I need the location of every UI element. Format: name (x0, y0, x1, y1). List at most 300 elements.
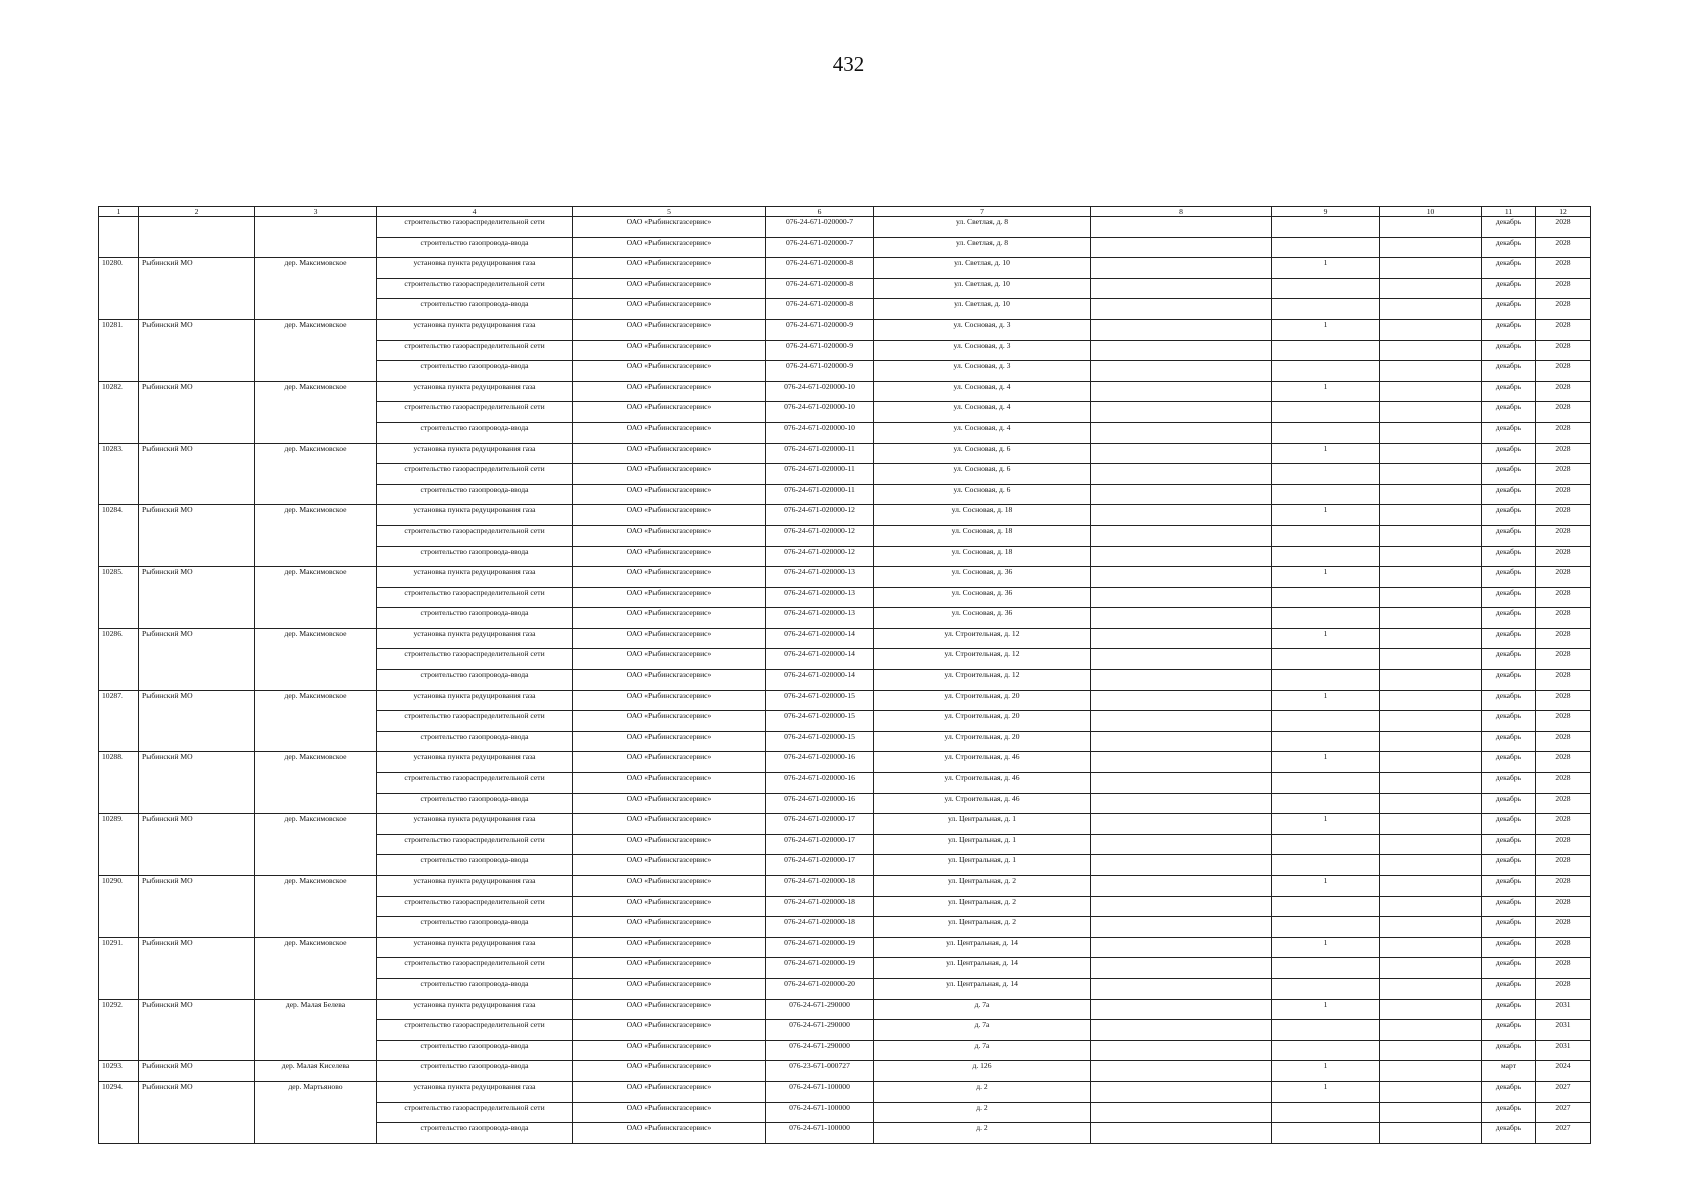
work-type-cell: строительство газораспределительной сети (377, 1020, 573, 1041)
column-10-cell (1380, 505, 1482, 526)
district-cell: Рыбинский МО (139, 876, 255, 938)
object-code-cell: 076-24-671-020000-7 (766, 237, 874, 258)
locality-cell: дер. Максимовское (255, 505, 377, 567)
quantity-cell (1272, 464, 1380, 485)
quantity-cell: 1 (1272, 381, 1380, 402)
object-code-cell: 076-24-671-020000-19 (766, 937, 874, 958)
address-cell: ул. Сосновая, д. 3 (874, 340, 1091, 361)
quantity-cell: 1 (1272, 443, 1380, 464)
record-number-cell: 10285. (99, 567, 139, 629)
organization-cell: ОАО «Рыбинскгазсервис» (573, 525, 766, 546)
column-8-cell (1091, 299, 1272, 320)
work-type-cell: строительство газораспределительной сети (377, 402, 573, 423)
address-cell: ул. Центральная, д. 14 (874, 937, 1091, 958)
table-row (99, 258, 1591, 279)
column-10-cell (1380, 752, 1482, 773)
address-cell: ул. Строительная, д. 20 (874, 731, 1091, 752)
month-cell: декабрь (1482, 217, 1536, 238)
district-cell: Рыбинский МО (139, 567, 255, 629)
organization-cell: ОАО «Рыбинскгазсервис» (573, 299, 766, 320)
column-8-cell (1091, 587, 1272, 608)
year-cell: 2028 (1536, 628, 1591, 649)
address-cell: д. 2 (874, 1102, 1091, 1123)
address-cell: ул. Строительная, д. 12 (874, 649, 1091, 670)
object-code-cell: 076-24-671-020000-20 (766, 978, 874, 999)
work-type-cell: строительство газораспределительной сети (377, 896, 573, 917)
quantity-cell: 1 (1272, 1061, 1380, 1082)
column-8-cell (1091, 793, 1272, 814)
year-cell: 2024 (1536, 1061, 1591, 1082)
quantity-cell: 1 (1272, 628, 1380, 649)
column-10-cell (1380, 896, 1482, 917)
organization-cell: ОАО «Рыбинскгазсервис» (573, 361, 766, 382)
address-cell: ул. Сосновая, д. 6 (874, 464, 1091, 485)
month-cell: декабрь (1482, 917, 1536, 938)
work-type-cell: установка пункта редуцирования газа (377, 319, 573, 340)
work-type-cell: строительство газораспределительной сети (377, 711, 573, 732)
year-cell: 2028 (1536, 402, 1591, 423)
object-code-cell: 076-24-671-020000-15 (766, 690, 874, 711)
address-cell: ул. Центральная, д. 2 (874, 917, 1091, 938)
column-8-cell (1091, 731, 1272, 752)
month-cell: декабрь (1482, 546, 1536, 567)
column-10-cell (1380, 608, 1482, 629)
column-8-cell (1091, 443, 1272, 464)
organization-cell: ОАО «Рыбинскгазсервис» (573, 855, 766, 876)
column-10-cell (1380, 278, 1482, 299)
address-cell: ул. Строительная, д. 12 (874, 670, 1091, 691)
quantity-cell (1272, 958, 1380, 979)
quantity-cell (1272, 217, 1380, 238)
year-cell: 2028 (1536, 876, 1591, 897)
quantity-cell (1272, 422, 1380, 443)
column-10-cell (1380, 731, 1482, 752)
record-number-cell: 10286. (99, 628, 139, 690)
object-code-cell: 076-24-671-020000-10 (766, 402, 874, 423)
district-cell: Рыбинский МО (139, 443, 255, 505)
table-row (99, 752, 1591, 773)
locality-cell: дер. Максимовское (255, 814, 377, 876)
organization-cell: ОАО «Рыбинскгазсервис» (573, 608, 766, 629)
year-cell: 2028 (1536, 443, 1591, 464)
year-cell: 2028 (1536, 917, 1591, 938)
year-cell: 2028 (1536, 422, 1591, 443)
quantity-cell (1272, 917, 1380, 938)
month-cell: декабрь (1482, 649, 1536, 670)
work-type-cell: строительство газопровода-ввода (377, 546, 573, 567)
year-cell: 2028 (1536, 937, 1591, 958)
organization-cell: ОАО «Рыбинскгазсервис» (573, 464, 766, 485)
district-cell: Рыбинский МО (139, 1081, 255, 1143)
address-cell: д. 2 (874, 1123, 1091, 1144)
object-code-cell: 076-24-671-020000-17 (766, 855, 874, 876)
object-code-cell: 076-24-671-100000 (766, 1123, 874, 1144)
column-10-cell (1380, 958, 1482, 979)
quantity-cell (1272, 834, 1380, 855)
address-cell: ул. Сосновая, д. 4 (874, 381, 1091, 402)
column-8-cell (1091, 567, 1272, 588)
work-type-cell: строительство газопровода-ввода (377, 608, 573, 629)
object-code-cell: 076-24-671-020000-16 (766, 793, 874, 814)
locality-cell: дер. Максимовское (255, 628, 377, 690)
quantity-cell: 1 (1272, 319, 1380, 340)
column-8-cell (1091, 1123, 1272, 1144)
month-cell: декабрь (1482, 1102, 1536, 1123)
table-row (99, 217, 1591, 238)
month-cell: декабрь (1482, 958, 1536, 979)
column-10-cell (1380, 1061, 1482, 1082)
address-cell: д. 7а (874, 1040, 1091, 1061)
record-number-cell (99, 217, 139, 258)
column-10-cell (1380, 422, 1482, 443)
column-8-cell (1091, 1020, 1272, 1041)
organization-cell: ОАО «Рыбинскгазсервис» (573, 587, 766, 608)
record-number-cell: 10294. (99, 1081, 139, 1143)
month-cell: декабрь (1482, 278, 1536, 299)
quantity-cell (1272, 608, 1380, 629)
column-8-cell (1091, 814, 1272, 835)
object-code-cell: 076-24-671-020000-15 (766, 711, 874, 732)
work-type-cell: строительство газопровода-ввода (377, 917, 573, 938)
address-cell: ул. Светлая, д. 8 (874, 237, 1091, 258)
organization-cell: ОАО «Рыбинскгазсервис» (573, 628, 766, 649)
month-cell: декабрь (1482, 978, 1536, 999)
month-cell: декабрь (1482, 731, 1536, 752)
column-header: 5 (573, 207, 766, 217)
work-type-cell: строительство газопровода-ввода (377, 978, 573, 999)
address-cell: ул. Сосновая, д. 6 (874, 443, 1091, 464)
year-cell: 2028 (1536, 731, 1591, 752)
column-8-cell (1091, 999, 1272, 1020)
table-row (99, 690, 1591, 711)
record-number-cell: 10290. (99, 876, 139, 938)
object-code-cell: 076-24-671-020000-13 (766, 608, 874, 629)
work-type-cell: строительство газопровода-ввода (377, 484, 573, 505)
record-number-cell: 10287. (99, 690, 139, 752)
locality-cell: дер. Малая Киселева (255, 1061, 377, 1082)
record-number-cell: 10289. (99, 814, 139, 876)
quantity-cell: 1 (1272, 876, 1380, 897)
gasification-registry-table (98, 206, 1591, 1144)
year-cell: 2028 (1536, 319, 1591, 340)
organization-cell: ОАО «Рыбинскгазсервис» (573, 958, 766, 979)
locality-cell (255, 217, 377, 258)
address-cell: ул. Центральная, д. 1 (874, 814, 1091, 835)
object-code-cell: 076-24-671-020000-10 (766, 381, 874, 402)
work-type-cell: строительство газораспределительной сети (377, 773, 573, 794)
organization-cell: ОАО «Рыбинскгазсервис» (573, 670, 766, 691)
column-10-cell (1380, 237, 1482, 258)
organization-cell: ОАО «Рыбинскгазсервис» (573, 1040, 766, 1061)
work-type-cell: строительство газораспределительной сети (377, 587, 573, 608)
organization-cell: ОАО «Рыбинскгазсервис» (573, 237, 766, 258)
object-code-cell: 076-24-671-020000-15 (766, 731, 874, 752)
column-10-cell (1380, 1123, 1482, 1144)
column-10-cell (1380, 628, 1482, 649)
column-10-cell (1380, 546, 1482, 567)
month-cell: декабрь (1482, 670, 1536, 691)
work-type-cell: установка пункта редуцирования газа (377, 567, 573, 588)
column-8-cell (1091, 855, 1272, 876)
table-row (99, 381, 1591, 402)
table-body (99, 217, 1591, 1144)
work-type-cell: строительство газопровода-ввода (377, 855, 573, 876)
district-cell: Рыбинский МО (139, 999, 255, 1061)
quantity-cell (1272, 587, 1380, 608)
organization-cell: ОАО «Рыбинскгазсервис» (573, 711, 766, 732)
organization-cell: ОАО «Рыбинскгазсервис» (573, 999, 766, 1020)
address-cell: ул. Светлая, д. 10 (874, 258, 1091, 279)
column-8-cell (1091, 422, 1272, 443)
year-cell: 2028 (1536, 587, 1591, 608)
column-8-cell (1091, 711, 1272, 732)
address-cell: ул. Строительная, д. 20 (874, 711, 1091, 732)
work-type-cell: строительство газопровода-ввода (377, 299, 573, 320)
column-header: 9 (1272, 207, 1380, 217)
column-10-cell (1380, 917, 1482, 938)
organization-cell: ОАО «Рыбинскгазсервис» (573, 834, 766, 855)
address-cell: ул. Центральная, д. 1 (874, 834, 1091, 855)
year-cell: 2031 (1536, 1020, 1591, 1041)
column-10-cell (1380, 361, 1482, 382)
column-10-cell (1380, 690, 1482, 711)
locality-cell: дер. Максимовское (255, 567, 377, 629)
column-8-cell (1091, 484, 1272, 505)
organization-cell: ОАО «Рыбинскгазсервис» (573, 381, 766, 402)
object-code-cell: 076-24-671-020000-11 (766, 484, 874, 505)
quantity-cell (1272, 711, 1380, 732)
year-cell: 2028 (1536, 567, 1591, 588)
address-cell: ул. Строительная, д. 20 (874, 690, 1091, 711)
work-type-cell: строительство газораспределительной сети (377, 834, 573, 855)
object-code-cell: 076-24-671-020000-16 (766, 752, 874, 773)
year-cell: 2027 (1536, 1123, 1591, 1144)
year-cell: 2028 (1536, 505, 1591, 526)
column-10-cell (1380, 217, 1482, 238)
locality-cell: дер. Малая Белева (255, 999, 377, 1061)
year-cell: 2028 (1536, 381, 1591, 402)
record-number-cell: 10288. (99, 752, 139, 814)
column-8-cell (1091, 773, 1272, 794)
month-cell: декабрь (1482, 711, 1536, 732)
work-type-cell: строительство газораспределительной сети (377, 278, 573, 299)
quantity-cell (1272, 978, 1380, 999)
work-type-cell: строительство газораспределительной сети (377, 649, 573, 670)
month-cell: декабрь (1482, 855, 1536, 876)
year-cell: 2028 (1536, 814, 1591, 835)
quantity-cell (1272, 731, 1380, 752)
column-8-cell (1091, 464, 1272, 485)
column-header: 1 (99, 207, 139, 217)
column-10-cell (1380, 567, 1482, 588)
column-10-cell (1380, 711, 1482, 732)
column-10-cell (1380, 402, 1482, 423)
year-cell: 2028 (1536, 752, 1591, 773)
organization-cell: ОАО «Рыбинскгазсервис» (573, 1020, 766, 1041)
column-10-cell (1380, 773, 1482, 794)
month-cell: декабрь (1482, 793, 1536, 814)
quantity-cell: 1 (1272, 999, 1380, 1020)
object-code-cell: 076-24-671-020000-9 (766, 319, 874, 340)
column-8-cell (1091, 608, 1272, 629)
work-type-cell: строительство газопровода-ввода (377, 1061, 573, 1082)
column-10-cell (1380, 587, 1482, 608)
address-cell: ул. Центральная, д. 2 (874, 876, 1091, 897)
column-10-cell (1380, 258, 1482, 279)
quantity-cell (1272, 649, 1380, 670)
object-code-cell: 076-24-671-020000-8 (766, 258, 874, 279)
work-type-cell: строительство газопровода-ввода (377, 361, 573, 382)
year-cell: 2028 (1536, 690, 1591, 711)
column-10-cell (1380, 670, 1482, 691)
work-type-cell: установка пункта редуцирования газа (377, 690, 573, 711)
column-10-cell (1380, 381, 1482, 402)
district-cell: Рыбинский МО (139, 628, 255, 690)
month-cell: декабрь (1482, 340, 1536, 361)
record-number-cell: 10292. (99, 999, 139, 1061)
column-10-cell (1380, 484, 1482, 505)
object-code-cell: 076-23-671-000727 (766, 1061, 874, 1082)
district-cell: Рыбинский МО (139, 690, 255, 752)
year-cell: 2028 (1536, 258, 1591, 279)
column-header: 7 (874, 207, 1091, 217)
object-code-cell: 076-24-671-020000-8 (766, 278, 874, 299)
table-row (99, 443, 1591, 464)
object-code-cell: 076-24-671-020000-12 (766, 505, 874, 526)
work-type-cell: установка пункта редуцирования газа (377, 752, 573, 773)
quantity-cell: 1 (1272, 567, 1380, 588)
month-cell: декабрь (1482, 1081, 1536, 1102)
locality-cell: дер. Максимовское (255, 690, 377, 752)
work-type-cell: установка пункта редуцирования газа (377, 999, 573, 1020)
column-10-cell (1380, 299, 1482, 320)
year-cell: 2028 (1536, 896, 1591, 917)
object-code-cell: 076-24-671-020000-13 (766, 567, 874, 588)
quantity-cell: 1 (1272, 258, 1380, 279)
object-code-cell: 076-24-671-020000-13 (766, 587, 874, 608)
column-8-cell (1091, 237, 1272, 258)
address-cell: ул. Сосновая, д. 3 (874, 319, 1091, 340)
district-cell: Рыбинский МО (139, 814, 255, 876)
year-cell: 2028 (1536, 670, 1591, 691)
column-8-cell (1091, 876, 1272, 897)
table-row (99, 814, 1591, 835)
column-10-cell (1380, 443, 1482, 464)
month-cell: декабрь (1482, 361, 1536, 382)
address-cell: ул. Сосновая, д. 36 (874, 608, 1091, 629)
year-cell: 2028 (1536, 711, 1591, 732)
column-8-cell (1091, 1061, 1272, 1082)
column-8-cell (1091, 978, 1272, 999)
object-code-cell: 076-24-671-100000 (766, 1102, 874, 1123)
district-cell (139, 217, 255, 258)
column-10-cell (1380, 525, 1482, 546)
address-cell: ул. Строительная, д. 46 (874, 773, 1091, 794)
month-cell: декабрь (1482, 443, 1536, 464)
object-code-cell: 076-24-671-020000-17 (766, 834, 874, 855)
locality-cell: дер. Максимовское (255, 752, 377, 814)
quantity-cell: 1 (1272, 690, 1380, 711)
district-cell: Рыбинский МО (139, 258, 255, 320)
address-cell: ул. Светлая, д. 10 (874, 299, 1091, 320)
record-number-cell: 10293. (99, 1061, 139, 1082)
column-header: 6 (766, 207, 874, 217)
organization-cell: ОАО «Рыбинскгазсервис» (573, 217, 766, 238)
object-code-cell: 076-24-671-020000-18 (766, 917, 874, 938)
month-cell: декабрь (1482, 464, 1536, 485)
object-code-cell: 076-24-671-020000-11 (766, 464, 874, 485)
object-code-cell: 076-24-671-020000-16 (766, 773, 874, 794)
year-cell: 2031 (1536, 1040, 1591, 1061)
month-cell: март (1482, 1061, 1536, 1082)
address-cell: ул. Центральная, д. 1 (874, 855, 1091, 876)
table-header (99, 207, 1591, 217)
year-cell: 2028 (1536, 958, 1591, 979)
column-10-cell (1380, 978, 1482, 999)
address-cell: ул. Сосновая, д. 18 (874, 505, 1091, 526)
table-row (99, 1081, 1591, 1102)
address-cell: ул. Светлая, д. 10 (874, 278, 1091, 299)
month-cell: декабрь (1482, 402, 1536, 423)
organization-cell: ОАО «Рыбинскгазсервис» (573, 1061, 766, 1082)
record-number-cell: 10281. (99, 319, 139, 381)
locality-cell: дер. Максимовское (255, 258, 377, 320)
month-cell: декабрь (1482, 319, 1536, 340)
work-type-cell: строительство газораспределительной сети (377, 1102, 573, 1123)
column-10-cell (1380, 464, 1482, 485)
year-cell: 2028 (1536, 773, 1591, 794)
work-type-cell: установка пункта редуцирования газа (377, 258, 573, 279)
quantity-cell: 1 (1272, 505, 1380, 526)
quantity-cell (1272, 1102, 1380, 1123)
column-10-cell (1380, 834, 1482, 855)
column-header: 10 (1380, 207, 1482, 217)
month-cell: декабрь (1482, 258, 1536, 279)
quantity-cell: 1 (1272, 814, 1380, 835)
object-code-cell: 076-24-671-290000 (766, 999, 874, 1020)
month-cell: декабрь (1482, 937, 1536, 958)
column-8-cell (1091, 402, 1272, 423)
object-code-cell: 076-24-671-020000-17 (766, 814, 874, 835)
table-row (99, 628, 1591, 649)
object-code-cell: 076-24-671-020000-9 (766, 361, 874, 382)
year-cell: 2028 (1536, 546, 1591, 567)
column-8-cell (1091, 690, 1272, 711)
organization-cell: ОАО «Рыбинскгазсервис» (573, 978, 766, 999)
year-cell: 2028 (1536, 361, 1591, 382)
month-cell: декабрь (1482, 1040, 1536, 1061)
work-type-cell: установка пункта редуцирования газа (377, 505, 573, 526)
district-cell: Рыбинский МО (139, 1061, 255, 1082)
object-code-cell: 076-24-671-020000-18 (766, 896, 874, 917)
quantity-cell (1272, 1040, 1380, 1061)
month-cell: декабрь (1482, 896, 1536, 917)
object-code-cell: 076-24-671-020000-18 (766, 876, 874, 897)
column-8-cell (1091, 752, 1272, 773)
month-cell: декабрь (1482, 1020, 1536, 1041)
quantity-cell (1272, 484, 1380, 505)
year-cell: 2028 (1536, 978, 1591, 999)
column-8-cell (1091, 628, 1272, 649)
month-cell: декабрь (1482, 834, 1536, 855)
organization-cell: ОАО «Рыбинскгазсервис» (573, 690, 766, 711)
table-row (99, 1061, 1591, 1082)
work-type-cell: строительство газопровода-ввода (377, 422, 573, 443)
work-type-cell: строительство газопровода-ввода (377, 793, 573, 814)
column-10-cell (1380, 855, 1482, 876)
work-type-cell: строительство газопровода-ввода (377, 237, 573, 258)
address-cell: ул. Центральная, д. 2 (874, 896, 1091, 917)
